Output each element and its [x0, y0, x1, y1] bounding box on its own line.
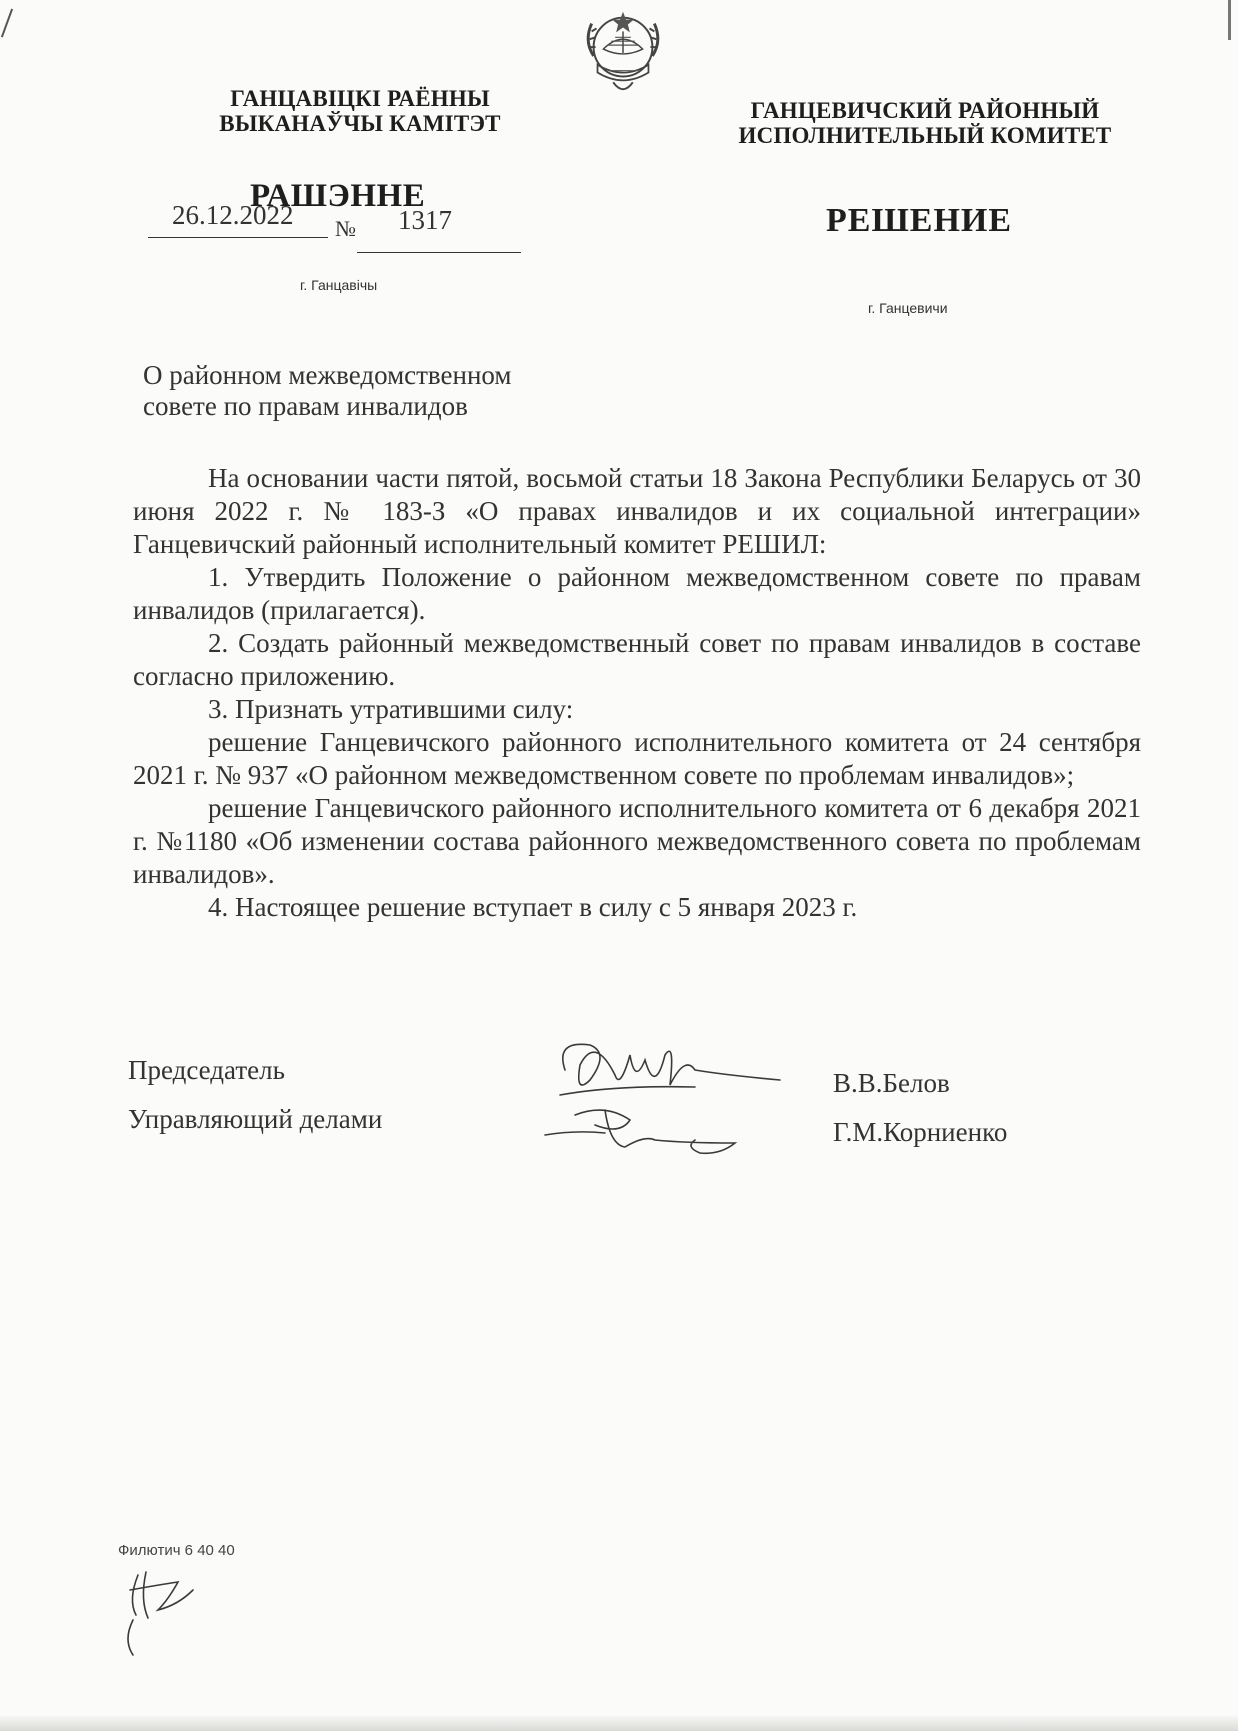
document-subject: О районном межведомственном совете по правам инвалидов	[143, 360, 512, 421]
paragraph-item-2: 2. Создать районный межведомственный совет по правам инвалидов в составе согласно приложению.	[133, 628, 1141, 691]
scan-edge	[1228, 0, 1231, 40]
handwritten-signature-icon	[535, 1025, 795, 1175]
date-underline	[148, 237, 328, 238]
left-organization-name: ГАНЦАВІЦКІ РАЁННЫ ВЫКАНАЎЧЫ КАМІТЭТ	[219, 86, 501, 136]
signature-name-manager: Г.М.Корниенко	[833, 1117, 1008, 1147]
left-doc-type: РАШЭННЕ	[250, 178, 426, 214]
paragraph-repeal-1: решение Ганцевичского районного исполнительного комитета от 24 сентября 2021 г. № 937 «О районном межведомственном совете по проблемам инвалидов»;	[133, 727, 1141, 790]
signature-position-chairman: Председатель	[128, 1055, 285, 1085]
state-emblem-icon	[574, 2, 672, 100]
decision-number: 1317	[398, 205, 452, 235]
executor-note: Филютич 6 40 40	[118, 1542, 235, 1559]
right-organization-name: ГАНЦЕВИЧСКИЙ РАЙОННЫЙ ИСПОЛНИТЕЛЬНЫЙ КОМИТЕТ	[738, 98, 1112, 148]
scan-bottom-edge	[0, 1716, 1238, 1731]
paragraph-item-4: 4. Настоящее решение вступает в силу с 5 января 2023 г.	[208, 892, 858, 922]
initials-signature-icon	[118, 1560, 208, 1660]
right-city: г. Ганцевичи	[868, 300, 948, 316]
decision-date: 26.12.2022	[172, 200, 294, 230]
paragraph-item-3: 3. Признать утратившими силу:	[208, 694, 574, 724]
document-body	[133, 462, 1141, 924]
right-doc-type: РЕШЕНИЕ	[826, 202, 1013, 239]
left-city: г. Ганцавічы	[300, 277, 378, 293]
paragraph-item-1: 1. Утвердить Положение о районном межведомственном совете по правам инвалидов (прилагается).	[133, 562, 1141, 625]
number-sign: №	[335, 216, 356, 241]
paragraph-repeal-2: решение Ганцевичского районного исполнительного комитета от 6 декабря 2021 г. №1180 «Об изменении состава районного межведомственного совета по проблемам инвалидов».	[133, 793, 1141, 889]
number-underline	[357, 252, 521, 253]
scan-mark	[1, 9, 13, 38]
paragraph-preamble: На основании части пятой, восьмой статьи 18 Закона Республики Беларусь от 30 июня 2022 г. № 183-З «О правах инвалидов и их социальной интеграции» Ганцевичский районный исполнительный комитет РЕШИЛ:	[133, 463, 1141, 559]
signature-name-chairman: В.В.Белов	[833, 1068, 950, 1098]
signature-position-manager: Управляющий делами	[128, 1104, 383, 1134]
